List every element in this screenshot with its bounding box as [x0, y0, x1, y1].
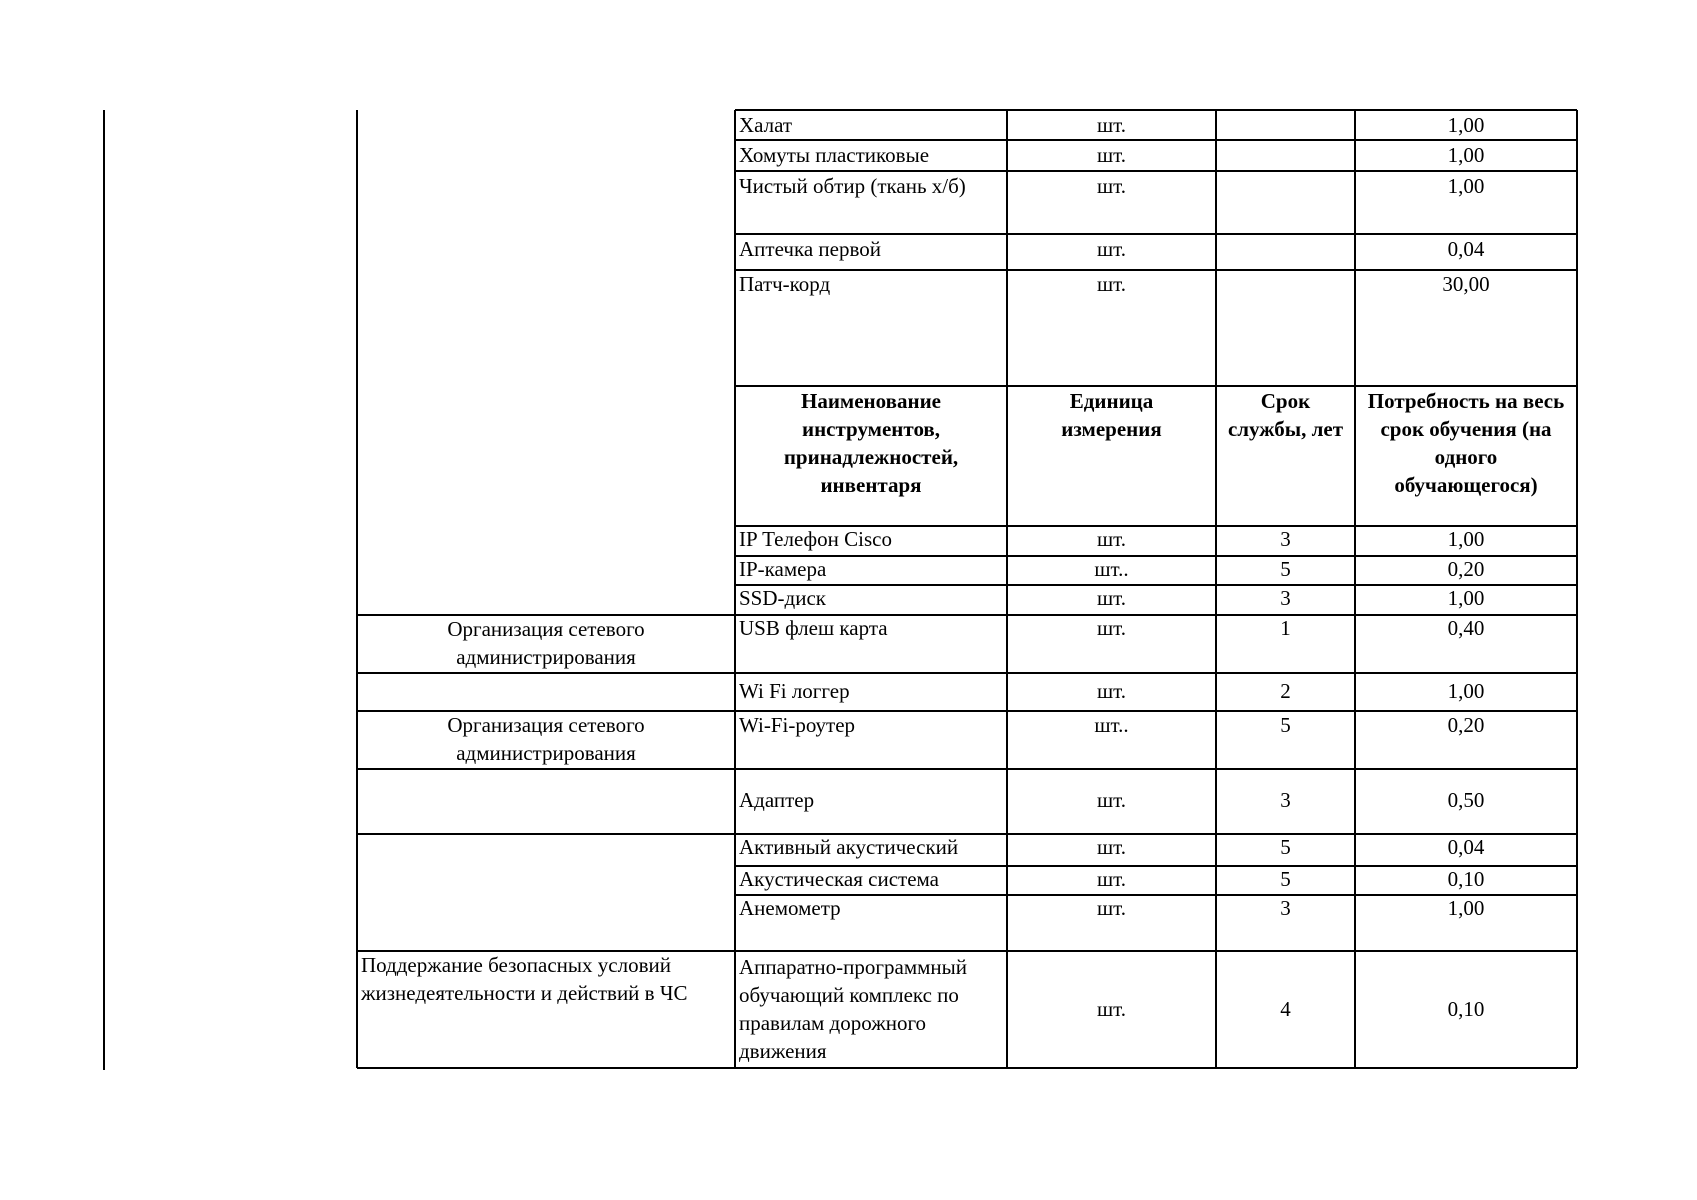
- cell-name: Активный акустический: [739, 835, 959, 859]
- cell-name: Хомуты пластиковые: [739, 143, 930, 167]
- cell-term: 5: [1280, 867, 1291, 891]
- cell-need: 0,04: [1447, 237, 1485, 261]
- cell-name-line3: правилам дорожного: [739, 1011, 927, 1035]
- section-label-safety: Поддержание безопасных условий: [361, 953, 671, 977]
- cell-name: Адаптер: [739, 788, 815, 812]
- section-label-network-admin: администрирования: [456, 645, 636, 669]
- cell-need: 1,00: [1447, 174, 1485, 198]
- cell-term: 4: [1280, 997, 1291, 1021]
- cell-need: 1,00: [1447, 143, 1485, 167]
- cell-unit: шт.: [1096, 896, 1127, 920]
- cell-name: Акустическая система: [739, 867, 939, 891]
- cell-need: 0,04: [1447, 835, 1485, 859]
- header-unit-line2: измерения: [1061, 417, 1162, 441]
- cell-need: 0,20: [1447, 557, 1485, 581]
- cell-need: 1,00: [1447, 679, 1485, 703]
- cell-name: Wi-Fi-роутер: [739, 713, 856, 737]
- cell-unit: шт.: [1096, 835, 1127, 859]
- cell-name: Аптечка первой: [739, 237, 881, 261]
- cell-need: 0,10: [1447, 997, 1485, 1021]
- cell-term: 1: [1280, 616, 1291, 640]
- cell-unit: шт.: [1096, 174, 1127, 198]
- cell-need: 0,20: [1447, 713, 1485, 737]
- section-label-network-admin: Организация сетевого: [447, 713, 645, 737]
- cell-need: 1,00: [1447, 586, 1485, 610]
- cell-term: 5: [1280, 713, 1291, 737]
- header-unit-line1: Единица: [1069, 389, 1154, 413]
- header-need-line4: обучающегося): [1394, 473, 1538, 497]
- cell-need: 0,40: [1447, 616, 1485, 640]
- cell-name-line4: движения: [739, 1039, 827, 1063]
- cell-name-line1: Аппаратно-программный: [739, 955, 967, 979]
- cell-need: 30,00: [1442, 272, 1490, 296]
- header-term-line2: службы, лет: [1227, 417, 1344, 441]
- cell-unit: шт.: [1096, 272, 1127, 296]
- cell-unit: шт.: [1096, 679, 1127, 703]
- cell-name: Wi Fi логгер: [739, 679, 850, 703]
- header-term-line1: Срок: [1260, 389, 1311, 413]
- cell-name: USB флеш карта: [739, 616, 888, 640]
- cell-term: 5: [1280, 557, 1291, 581]
- cell-unit: шт.: [1096, 237, 1127, 261]
- cell-need: 0,10: [1447, 867, 1485, 891]
- cell-name: Анемометр: [739, 896, 841, 920]
- cell-need: 1,00: [1447, 896, 1485, 920]
- cell-name: Чистый обтир (ткань х/б): [739, 174, 966, 198]
- section-label-safety: жизнедеятельности и действий в ЧС: [361, 981, 688, 1005]
- cell-name-line2: обучающий комплекс по: [739, 983, 959, 1007]
- header-name-line4: инвентаря: [820, 473, 922, 497]
- cell-unit: шт..: [1094, 713, 1129, 737]
- cell-term: 3: [1280, 896, 1291, 920]
- cell-unit: шт.: [1096, 527, 1127, 551]
- cell-unit: шт.: [1096, 586, 1127, 610]
- section-label-network-admin: Организация сетевого: [447, 617, 645, 641]
- header-name-line1: Наименование: [801, 389, 941, 413]
- cell-term: 5: [1280, 835, 1291, 859]
- cell-name: Патч-корд: [739, 272, 831, 296]
- cell-unit: шт.: [1096, 113, 1127, 137]
- cell-term: 3: [1280, 527, 1291, 551]
- cell-term: 3: [1280, 788, 1291, 812]
- cell-unit: шт.: [1096, 867, 1127, 891]
- cell-name: SSD-диск: [739, 586, 826, 610]
- cell-name: IP-камера: [739, 557, 827, 581]
- header-need-line1: Потребность на весь: [1367, 389, 1565, 413]
- header-need-line2: срок обучения (на: [1380, 417, 1552, 441]
- cell-need: 1,00: [1447, 527, 1485, 551]
- cell-unit: шт..: [1094, 557, 1129, 581]
- header-name-line2: инструментов,: [801, 417, 941, 441]
- cell-name: Халат: [739, 113, 793, 137]
- cell-unit: шт.: [1096, 143, 1127, 167]
- cell-name: IP Телефон Cisco: [739, 527, 892, 551]
- cell-unit: шт.: [1096, 997, 1127, 1021]
- section-label-network-admin: администрирования: [456, 741, 636, 765]
- cell-unit: шт.: [1096, 616, 1127, 640]
- cell-unit: шт.: [1096, 788, 1127, 812]
- header-name-line3: принадлежностей,: [783, 445, 959, 469]
- header-need-line3: одного: [1434, 445, 1498, 469]
- cell-need: 0,50: [1447, 788, 1485, 812]
- cell-term: 2: [1280, 679, 1291, 703]
- cell-term: 3: [1280, 586, 1291, 610]
- cell-need: 1,00: [1447, 113, 1485, 137]
